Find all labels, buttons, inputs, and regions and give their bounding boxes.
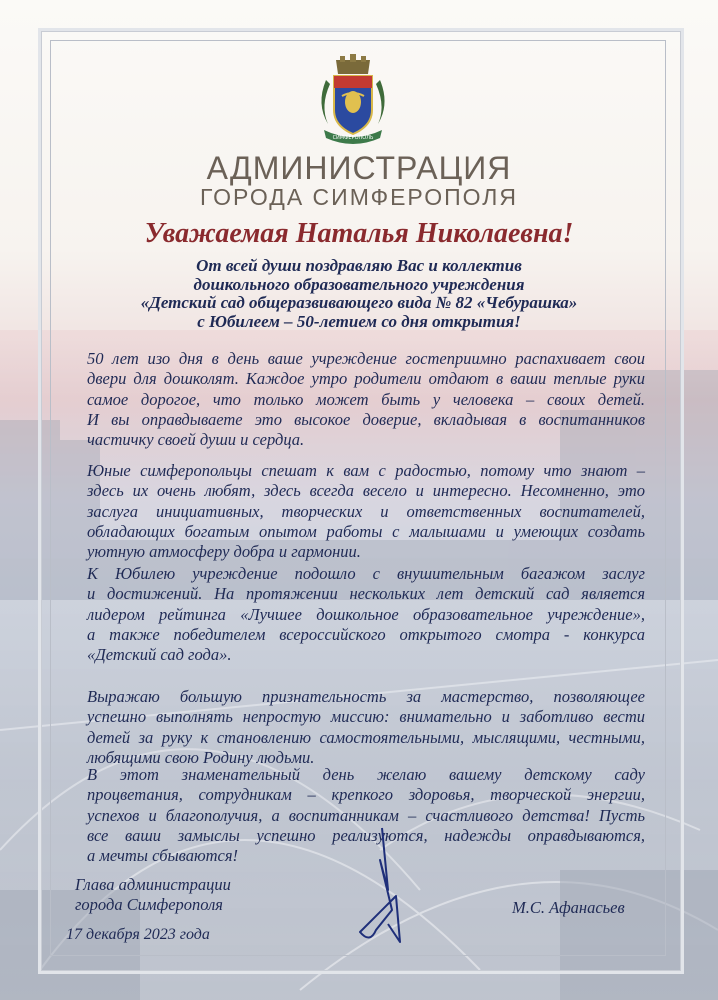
paragraph-line: обладающих богатым опытом работы с малышами и умеющих создать [87, 521, 645, 541]
paragraph-line: К Юбилею учреждение подошло с внушительным багажом заслуг [87, 564, 645, 583]
header-city-title: ГОРОДА СИМФЕРОПОЛЯ [199, 184, 519, 210]
paragraph-line: лидером рейтинга «Лучшее дошкольное образовательное учреждение», [87, 604, 645, 624]
paragraph-line: успешно выполнять непростую миссию: внимательно и заботливо вести [87, 707, 645, 727]
body-paragraph-1 [87, 349, 645, 450]
city-emblem-icon [312, 54, 394, 146]
intro-line: с Юбилеем – 50-летием со дня открытия! [197, 311, 521, 331]
letter-date: 17 декабря 2023 года [66, 926, 210, 943]
intro-line: «Детский сад общеразвивающего вида № 82 «Чебурашка» [140, 293, 578, 312]
handwritten-signature [330, 820, 450, 950]
paragraph-line: заслуга инициативных, творческих и ответственных воспитателей, [87, 501, 645, 521]
body-paragraph-4 [87, 687, 645, 768]
intro-line: От всей души поздравляю Вас и коллектив [196, 256, 522, 275]
header-administration-title: АДМИНИСТРАЦИЯ [206, 150, 512, 186]
paragraph-line: «Детский сад года». [87, 645, 232, 665]
paragraph-line: Юные симферопольцы спешат к вам с радостью, потому что знают – [87, 461, 645, 480]
paragraph-line: И вы оправдываете это высокое доверие, вкладывая в воспитанников [87, 409, 645, 429]
intro-line: дошкольного образовательного учреждения [193, 274, 525, 294]
paragraph-line: уютную атмосферу добра и гармонии. [87, 542, 361, 562]
paragraph-line: самое дорогое, что только может быть у человека – своих детей. [87, 389, 645, 409]
paragraph-line: Выражаю большую признательность за мастерство, позволяющее [87, 687, 645, 706]
paragraph-line: а также победителем всероссийского открытого смотра - конкурса [87, 624, 645, 644]
paragraph-line: детей за руку к становлению самостоятельными, мыслящими, честными, [87, 727, 645, 747]
paragraph-line: а мечты сбываются! [87, 846, 239, 866]
body-paragraph-2 [87, 461, 645, 562]
emblem-ribbon-text: СИМФЕРОПОЛЬ [332, 135, 374, 141]
body-paragraph-3 [87, 564, 645, 665]
paragraph-line: все ваши замыслы успешно реализуются, надежды оправдываются, [87, 825, 645, 845]
signatory-title-line2: города Симферополя [75, 895, 223, 914]
paragraph-line: и достижений. На протяжении нескольких лет детский сад является [87, 584, 645, 604]
paragraph-line: 50 лет изо дня в день ваше учреждение гостеприимно распахивает свои [87, 349, 645, 368]
paragraph-line: успехов и благополучия, а воспитанникам – счастливого детства! Пусть [87, 805, 645, 825]
signatory-title [75, 875, 231, 915]
paragraph-line: любящими свою Родину людьми. [87, 747, 315, 767]
paragraph-line: процветания, сотрудникам – крепкого здоровья, творческой энергии, [87, 785, 645, 805]
paragraph-line: здесь их очень любят, здесь всегда весело и интересно. Несомненно, это [87, 481, 645, 501]
congratulation-intro [70, 257, 648, 331]
signatory-title-line1: Глава администрации [75, 875, 231, 894]
paragraph-line: В этот знаменательный день желаю вашему детскому саду [87, 765, 645, 784]
salutation: Уважаемая Наталья Николаевна! [144, 218, 574, 249]
paragraph-line: частичку своей души и сердца. [87, 430, 305, 450]
paragraph-line: двери для дошколят. Каждое утро родители отдают в ваши теплые руки [87, 369, 645, 389]
signatory-name: М.С. Афанасьев [512, 898, 625, 917]
